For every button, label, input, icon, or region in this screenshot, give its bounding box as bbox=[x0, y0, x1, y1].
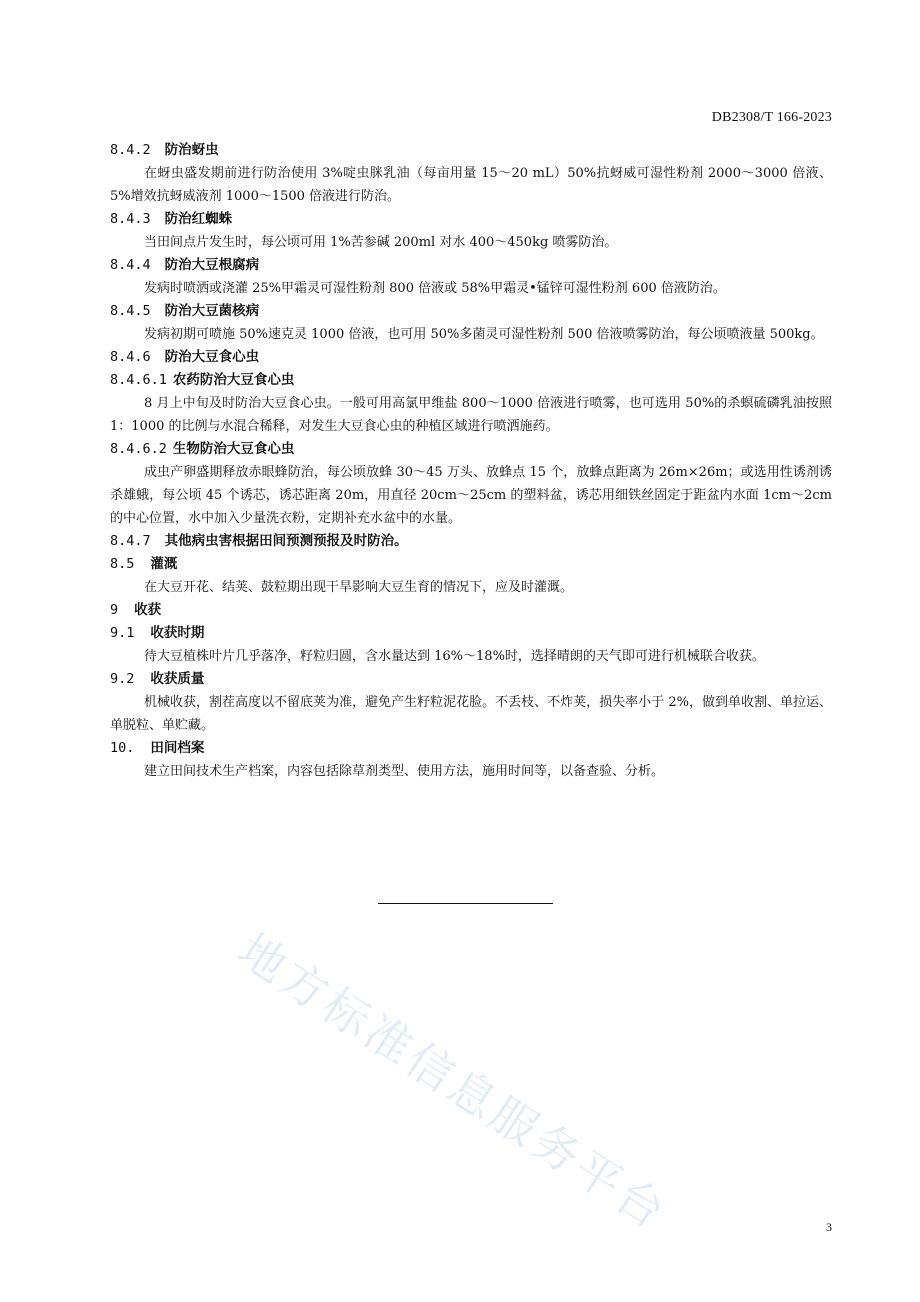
section-heading bbox=[110, 553, 832, 576]
section-heading bbox=[110, 254, 832, 277]
paragraph: 在大豆开花、结荚、鼓粒期出现干旱影响大豆生育的情况下，应及时灌溉。 bbox=[144, 580, 574, 595]
section-heading bbox=[110, 300, 832, 323]
section-heading bbox=[110, 668, 832, 691]
section-title: 防治大豆根腐病 bbox=[164, 257, 260, 273]
section-title: 生物防治大豆食心虫 bbox=[172, 441, 295, 457]
document-code: DB2308/T 166-2023 bbox=[711, 110, 832, 125]
section-title: 防治大豆食心虫 bbox=[164, 349, 260, 365]
watermark: 地方标准信息服务平台 bbox=[228, 922, 678, 1241]
section-heading bbox=[110, 438, 832, 461]
section-title: 防治蚜虫 bbox=[164, 142, 219, 158]
section-title: 收获质量 bbox=[150, 671, 205, 687]
paragraph: 在蚜虫盛发期前进行防治使用 3%啶虫脒乳油（每亩用量 15～20 mL）50%抗蚜威可湿性粉剂 2000～3000 倍液、5%增效抗蚜威液剂 1000～1500 倍液进行防治。 bbox=[110, 166, 832, 204]
section-number: 9.2 bbox=[110, 671, 135, 687]
section-title: 防治红蜘蛛 bbox=[164, 211, 233, 227]
page-number: 3 bbox=[826, 1220, 832, 1234]
paragraph: 发病初期可喷施 50%速克灵 1000 倍液，也可用 50%多菌灵可湿性粉剂 500 倍液喷雾防治，每公顷喷液量 500kg。 bbox=[144, 327, 824, 342]
section-number: 8.5 bbox=[110, 556, 135, 572]
section-title: 灌溉 bbox=[150, 556, 178, 572]
section-heading bbox=[110, 139, 832, 162]
section-title: 防治大豆菌核病 bbox=[164, 303, 260, 319]
section-heading bbox=[110, 346, 832, 369]
paragraph: 成虫产卵盛期释放赤眼蜂防治，每公顷放蜂 30～45 万头、放蜂点 15 个，放蜂点距离为 26m×26m；或选用性诱剂诱杀雄蛾，每公顷 45 个诱芯，诱芯距离 20m，用直径 20cm～25cm 的塑料盆，诱芯用细铁丝固定于距盆内水面 1cm～2cm 的中心位置，水中加入少量洗衣粉，定期补充水盆中的水量。 bbox=[110, 465, 832, 526]
section-heading bbox=[110, 737, 832, 760]
section-number: 8.4.2 bbox=[110, 142, 151, 158]
end-rule bbox=[378, 903, 553, 904]
section-number: 8.4.4 bbox=[110, 257, 151, 273]
section-title: 田间档案 bbox=[150, 740, 205, 756]
section-number: 8.4.6 bbox=[110, 349, 151, 365]
paragraph: 8 月上中旬及时防治大豆食心虫。一般可用高氯甲维盐 800～1000 倍液进行喷雾，也可选用 50%的杀螟硫磷乳油按照 1：1000 的比例与水混合稀释，对发生大豆食心虫的种植区域进行喷洒施药。 bbox=[110, 396, 832, 434]
section-number: 8.4.3 bbox=[110, 211, 151, 227]
section-number: 8.4.5 bbox=[110, 303, 151, 319]
section-heading bbox=[110, 622, 832, 645]
paragraph: 待大豆植株叶片几乎落净，籽粒归圆，含水量达到 16%～18%时，选择晴朗的天气即可进行机械联合收获。 bbox=[144, 649, 765, 664]
section-number: 10. bbox=[110, 740, 135, 756]
section-title: 收获时期 bbox=[150, 625, 205, 641]
paragraph: 当田间点片发生时，每公顷可用 1%苦参碱 200ml 对水 400～450kg 喷雾防治。 bbox=[144, 235, 618, 250]
section-title: 收获 bbox=[134, 602, 162, 618]
section-number: 8.4.6.2 bbox=[110, 441, 167, 457]
section-heading bbox=[110, 599, 832, 622]
section-number: 8.4.6.1 bbox=[110, 372, 167, 388]
document-body bbox=[110, 139, 832, 783]
section-title: 农药防治大豆食心虫 bbox=[172, 372, 295, 388]
section-number: 8.4.7 bbox=[110, 533, 151, 549]
paragraph: 建立田间技术生产档案，内容包括除草剂类型、使用方法，施用时间等，以备查验、分析。 bbox=[144, 764, 665, 779]
section-heading bbox=[110, 208, 832, 231]
section-heading bbox=[110, 530, 832, 553]
paragraph: 机械收获，割茬高度以不留底荚为准，避免产生籽粒泥花脸。不丢枝、不炸荚，损失率小于 2%，做到单收割、单拉运、单脱粒、单贮藏。 bbox=[110, 695, 832, 733]
section-number: 9 bbox=[110, 602, 119, 618]
paragraph: 发病时喷洒或浇灌 25%甲霜灵可湿性粉剂 800 倍液或 58%甲霜灵•锰锌可湿性粉剂 600 倍液防治。 bbox=[144, 281, 726, 296]
section-heading bbox=[110, 369, 832, 392]
section-number: 9.1 bbox=[110, 625, 135, 641]
section-title: 其他病虫害根据田间预测预报及时防治。 bbox=[164, 533, 408, 549]
